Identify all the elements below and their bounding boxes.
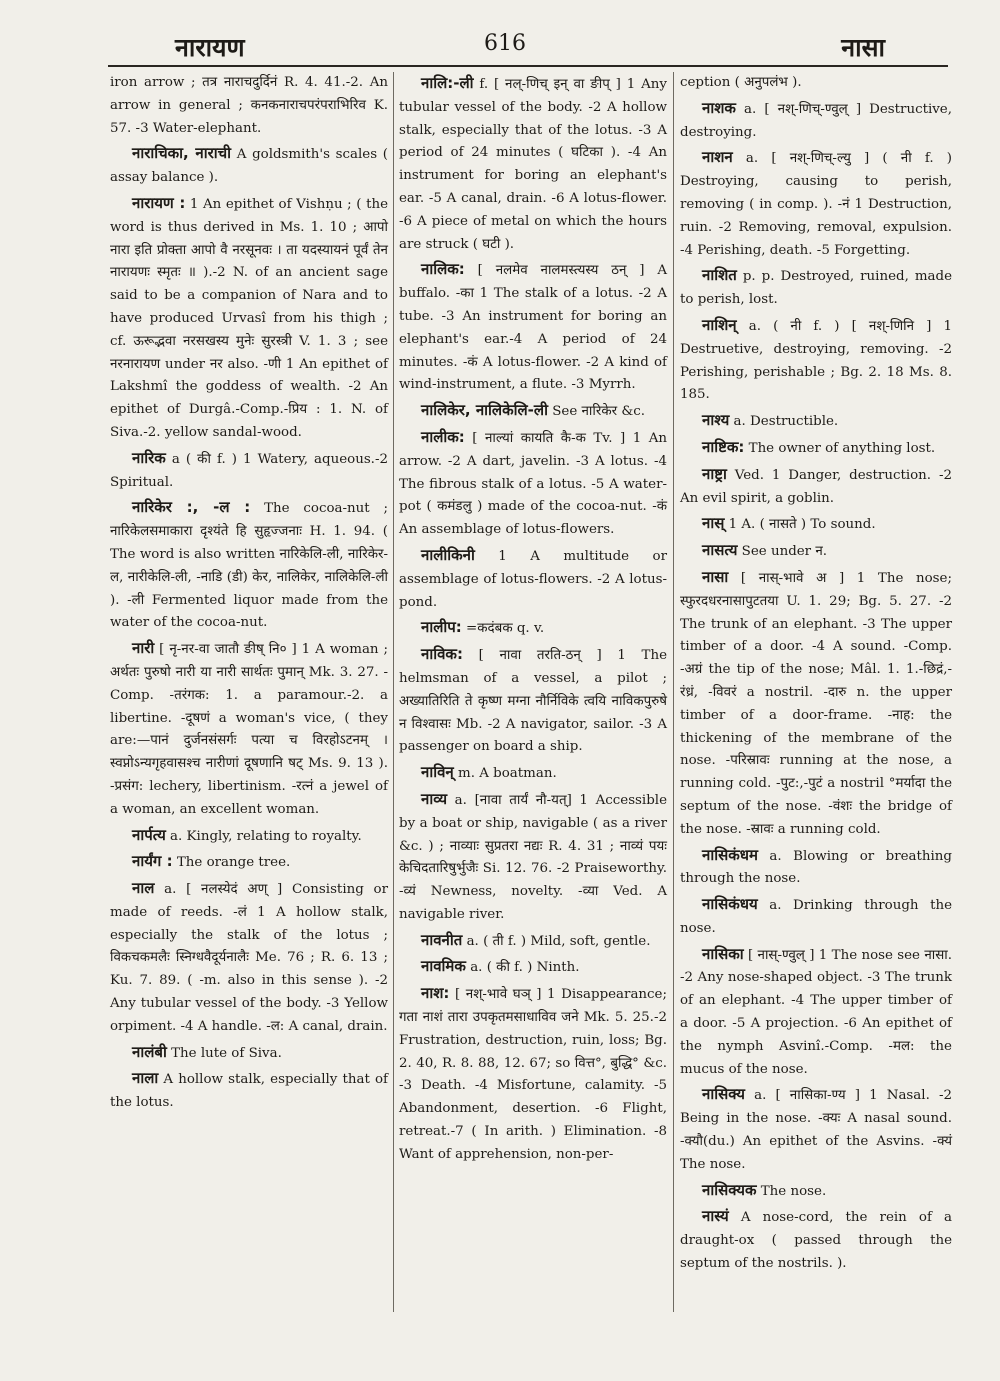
entry-definition: a. Drinking through the nose. xyxy=(680,898,952,936)
dictionary-entry xyxy=(680,314,952,407)
entry-definition: The lute of Siva. xyxy=(166,1045,282,1061)
entry-definition: 1 A multitude or assemblage of lotus-flowers. -2 A lotus-pond. xyxy=(399,548,667,610)
dictionary-entry xyxy=(399,426,667,542)
dictionary-entry xyxy=(680,146,952,262)
dictionary-entry xyxy=(399,929,667,954)
entry-definition: A goldsmith's scales ( assay balance ). xyxy=(110,147,388,186)
entry-headword: नाशित xyxy=(702,266,737,285)
entry-headword: नासिक्य xyxy=(702,1085,745,1104)
entry-headword: नालीकिनी xyxy=(421,545,475,564)
entry-definition: See नारिकेर &c. xyxy=(547,404,646,420)
entry-definition: a. [ नासिका-ण्य ] 1 Nasal. -2 Being in the nose. -क्यः A nasal sound. -क्यौ(du.) An epithet of the Asvins. -क्यं The nose. xyxy=(680,1088,952,1172)
dictionary-entry xyxy=(680,463,952,511)
entry-definition: The owner of anything lost. xyxy=(744,440,936,456)
entry-headword: नाविन् xyxy=(421,763,454,782)
dictionary-entry xyxy=(680,436,952,461)
entry-definition: [ नाल्यां कायति कै-क Tv. ] 1 An arrow. -2 A dart, javelin. -3 A lotus. -4 The fibrous stalk of a lotus. -5 A water-pot ( कमंडलु ) made of the cocoa-nut. -कं An assemblage of lotus-flowers. xyxy=(399,430,667,538)
dictionary-entry xyxy=(110,850,388,875)
page-number: 616 xyxy=(484,31,526,56)
entry-definition: A hollow stalk, especially that of the lotus. xyxy=(110,1072,388,1111)
dictionary-entry xyxy=(110,496,388,635)
dictionary-entry xyxy=(399,544,667,614)
entry-headword: नासिक्यक xyxy=(702,1180,757,1199)
entry-definition: a. [नावा तार्यं नौ-यत्] 1 Accessible by a boat or ship, navigable ( as a river &c. ) ; नाव्याः सुप्रतरा नद्यः R. 4. 31 ; नाव्यं पयः केचिदतारिषुर्भुजैः Si. 12. 76. -2 Praiseworthy. -व्यं Newness, novelty. -व्या Ved. A navigable river. xyxy=(399,792,667,922)
column-divider xyxy=(393,72,394,1312)
entry-definition: 1 A. ( नासते ) To sound. xyxy=(724,517,876,533)
dictionary-entry xyxy=(680,1083,952,1176)
dictionary-entry xyxy=(399,761,667,786)
entry-headword: नाशक xyxy=(702,98,736,117)
entry-definition: a. [ नश्-णिच्-ल्यु ] ( नी f. ) Destroying, causing to perish, removing ( in comp. ). -नं 1 Destruction, ruin. -2 Removing, removal, expulsion. -4 Perishing, death. -5 Forgetting. xyxy=(680,151,952,258)
dictionary-entry xyxy=(680,409,952,434)
dictionary-entry xyxy=(110,824,388,849)
entry-definition: a. ( की f. ) Ninth. xyxy=(465,960,580,976)
dictionary-entry xyxy=(680,1205,952,1275)
dictionary-entry xyxy=(680,97,952,145)
entry-definition: a. Kingly, relating to royalty. xyxy=(165,828,362,844)
entry-definition: m. A boatman. xyxy=(453,766,557,782)
column-1 xyxy=(110,72,388,1117)
entry-definition: a ( की f. ) 1 Watery, aqueous.-2 Spiritual. xyxy=(110,451,388,490)
entry-headword: नाला xyxy=(132,1069,159,1088)
entry-headword: नारायण : xyxy=(132,193,186,212)
entry-headword: नाष्ट्रा xyxy=(702,464,727,483)
column-divider xyxy=(673,72,674,1312)
entry-definition: iron arrow ; तत्र नाराचदुर्दिनं R. 4. 41.-2. An arrow in general ; कनकनाराचपरंपराभिरिव K. 57. -3 Water-elephant. xyxy=(110,75,388,136)
entry-headword: नास् xyxy=(702,514,725,533)
entry-headword: नावनीत xyxy=(421,930,463,949)
entry-headword: नाष्टिक: xyxy=(702,437,745,456)
dictionary-entry xyxy=(399,616,667,641)
dictionary-entry xyxy=(110,637,388,821)
entry-headword: नाशन xyxy=(702,148,733,167)
entry-headword: नासत्य xyxy=(702,541,738,560)
entry-headword: नार्यंग : xyxy=(132,852,173,871)
entry-headword: नावमिक xyxy=(421,957,466,976)
dictionary-entry xyxy=(110,447,388,495)
entry-headword: नासिकंधय xyxy=(702,895,758,914)
entry-definition: a. Destructible. xyxy=(729,414,839,430)
entry-headword: नालंबी xyxy=(132,1042,167,1061)
entry-definition: a. ( ती f. ) Mild, soft, gentle. xyxy=(462,933,651,949)
dictionary-entry xyxy=(399,72,667,256)
entry-headword: नाश्य xyxy=(702,411,730,430)
entry-headword: नार्पत्य xyxy=(132,825,166,844)
entry-headword: नारी xyxy=(132,639,155,658)
entry-headword: नासिका xyxy=(702,944,744,963)
header-rule xyxy=(108,65,948,67)
entry-definition: [ नश्-भावे घञ् ] 1 Disappearance; गता नाशं तारा उपकृतमसाधाविव जने Mk. 5. 25.-2 Frustration, destruction, ruin, loss; Bg. 2. 40, R. 8. 88, 12. 67; so वित्त°, बुद्धि° &c. -3 Death. -4 Misfortune, calamity. -5 Abandonment, desertion. -6 Flight, retreat.-7 ( In arith. ) Elimination. -8 Want of apprehension, non-per- xyxy=(399,987,667,1162)
entry-headword: नालिक: xyxy=(421,260,465,279)
entry-headword: नाशिन् xyxy=(702,315,737,334)
entry-definition: f. [ नल्-णिच् इन् वा ङीप् ] 1 Any tubular vessel of the body. -2 A hollow stalk, especially that of the lotus. -3 A period of 24 minutes ( घटिका ). -4 An instrument for boring an elephant's ear. -5 A canal, drain. -6 A lotus-flower. -6 A piece of metal on which the hours are struck ( घटी ). xyxy=(399,77,667,252)
entry-headword: नालि:-ली xyxy=(421,74,474,92)
entry-headword: नासिकंधम xyxy=(702,845,758,864)
dictionary-entry xyxy=(399,955,667,980)
entry-headword: नाव्य xyxy=(421,789,448,808)
entry-definition: The cocoa-nut ; नारिकेलसमाकारा दृश्यंते हि सुहृज्जनाः H. 1. 94. ( The word is also written नारिकेलि-ली, नारिकेर-ल, नारीकेलि-ली, -नाडि (डी) केर, नालिकेर, नालिकेलि-ली ). -ली Fermented liquor made from the water of the cocoa-nut. xyxy=(110,501,388,631)
entry-definition: a. ( नी f. ) [ नश्-णिनि ] 1 Destruetive, destroying, removing. -2 Perishing, perishable ; Bg. 2. 18 Ms. 8. 185. xyxy=(680,318,952,403)
dictionary-entry xyxy=(680,844,952,892)
entry-headword: नासा xyxy=(702,567,729,586)
entry-definition: [ नावा तरति-ठन् ] 1 The helmsman of a vessel, a pilot ; अख्यातिरिति ते कृष्ण मग्ना नौर्निविके त्वयि नाविकपुरुषे न विश्वासः Mb. -2 A navigator, sailor. -3 A passenger on board a ship. xyxy=(399,648,667,755)
entry-definition: See under न. xyxy=(737,544,828,560)
dictionary-entry xyxy=(110,1041,388,1066)
column-3 xyxy=(680,72,952,1278)
entry-definition: [ नास्-ण्वुल् ] 1 The nose see नासा. -2 Any nose-shaped object. -3 The trunk of an elephant. -4 The upper timber of a door. -5 A projection. -6 An epithet of the nymph Asvinî.-Comp. -मल: the mucus of the nose. xyxy=(680,947,952,1077)
dictionary-entry xyxy=(399,788,667,927)
right-guide-word: नासा xyxy=(841,33,885,62)
entry-definition: The nose. xyxy=(756,1183,827,1199)
entry-definition: The orange tree. xyxy=(172,855,291,871)
dictionary-entry xyxy=(110,1067,388,1115)
entry-definition: =कदंबक q. v. xyxy=(461,621,545,637)
dictionary-entry xyxy=(680,512,952,537)
entry-definition: A nose-cord, the rein of a draught-ox ( passed through the septum of the nostrils. ). xyxy=(680,1210,952,1272)
entry-headword: नाश: xyxy=(421,984,450,1003)
entry-headword: नारिक xyxy=(132,448,166,467)
page-header xyxy=(0,28,1000,68)
dictionary-entry xyxy=(399,982,667,1166)
entry-definition: a. [ नश्-णिच्-ण्वुल् ] Destructive, destroying. xyxy=(680,101,952,140)
dictionary-entry xyxy=(680,1179,952,1204)
entry-definition: [ नलमेव नालमस्त्यस्य ठन् ] A buffalo. -का 1 The stalk of a lotus. -2 A tube. -3 An instrument for boring an elephant's ear.-4 A period of 24 minutes. -कं A lotus-flower. -2 A kind of wind-instrument, a flute. -3 Myrrh. xyxy=(399,263,667,393)
left-guide-word: नारायण xyxy=(175,33,245,62)
dictionary-entry xyxy=(680,539,952,564)
entry-headword: नालिकेर, नालिकेलि-ली xyxy=(421,401,548,420)
entry-headword: नारिकेर :, -ल : xyxy=(132,498,251,517)
entry-definition: Ved. 1 Danger, destruction. -2 An evil spirit, a goblin. xyxy=(680,467,952,506)
dictionary-entry xyxy=(399,643,667,759)
dictionary-entry xyxy=(680,72,952,95)
dictionary-entry xyxy=(680,943,952,1082)
dictionary-entry xyxy=(110,877,388,1039)
dictionary-entry xyxy=(110,192,388,445)
entry-headword: नाराचिका, नाराची xyxy=(132,144,232,163)
entry-definition: p. p. Destroyed, ruined, made to perish, lost. xyxy=(680,269,952,308)
entry-headword: नास्यं xyxy=(702,1207,729,1226)
entry-headword: नाल xyxy=(132,879,155,898)
entry-headword: नालीक: xyxy=(421,427,465,446)
entry-headword: नाविक: xyxy=(421,645,463,664)
column-2 xyxy=(399,72,667,1169)
dictionary-entry xyxy=(680,264,952,312)
entry-definition: [ नृ-नर-वा जातौ ङीष् नि० ] 1 A woman ; अर्थतः पुरुषो नारी या नारी सार्थतः पुमान् Mk. 3. 27. -Comp. -तरंगक: 1. a paramour.-2. a libertine. -दूषणं a woman's vice, ( they are:—पानं दुर्जनसंसर्गः पत्या च विरहोऽटनम् । स्वप्नोऽन्यगृहवासश्च नारीणां दूषणानि षट् Ms. 9. 13 ). -प्रसंग: lechery, libertinism. -रत्नं a jewel of a woman, an excellent woman. xyxy=(110,642,388,817)
dictionary-entry xyxy=(399,399,667,424)
entry-definition: a. Blowing or breathing through the nose. xyxy=(680,848,952,887)
dictionary-entry xyxy=(110,142,388,190)
dictionary-entry xyxy=(399,258,667,397)
entry-headword: नालीप: xyxy=(421,618,462,637)
dictionary-entry xyxy=(680,893,952,941)
entry-definition: ception ( अनुपलंभ ). xyxy=(680,75,802,90)
entry-definition: 1 An epithet of Vishṇu ; ( the word is thus derived in Ms. 1. 10 ; आपो नारा इति प्रोक्ता आपो वै नरसूनवः । ता यदस्यायनं पूर्वं तेन नारायणः स्मृतः ॥ ).-2 N. of an ancient sage said to be a companion of Nara and to have produced Urvasî from his thigh ; cf. ऊरूद्भवा नरसखस्य मुनेः सुरस्त्री V. 1. 3 ; see नरनारायण under नर also. -णी 1 An epithet of Lakshmî the goddess of wealth. -2 An epithet of Durgâ.-Comp.-प्रिय : 1. N. of Siva.-2. yellow sandal-wood. xyxy=(110,196,388,440)
dictionary-entry xyxy=(680,566,952,842)
entry-definition: [ नास्-भावे अ ] 1 The nose; स्फुरदधरनासापुटतया U. 1. 29; Bg. 5. 27. -2 The trunk of an elephant. -3 The upper timber of a door. -4 A sound. -Comp. -अग्रं the tip of the nose; Mâl. 1. 1.-छिद्रं,-रंध्रं, -विवरं a nostril. -दारु n. the upper timber of a door-frame. -नाह: the thickening of the membrane of the nose. -परिस्रावः running at the nose, a running cold. -पुट:,-पुटं a nostril °मर्यादा the septum of the nose. -वंशः the bridge of the nose. -स्रावः a running cold. xyxy=(680,570,952,837)
entry-definition: a. [ नलस्येदं अण् ] Consisting or made of reeds. -लं 1 A hollow stalk, especially the stalk of the lotus ; विकचकमलैः स्निग्धवैदूर्यनालैः Me. 76 ; R. 6. 13 ; Ku. 7. 89. ( -m. also in this sense ). -2 Any tubular vessel of the body. -3 Yellow orpiment. -4 A handle. -ल: A canal, drain. xyxy=(110,882,388,1034)
dictionary-entry xyxy=(110,72,388,140)
